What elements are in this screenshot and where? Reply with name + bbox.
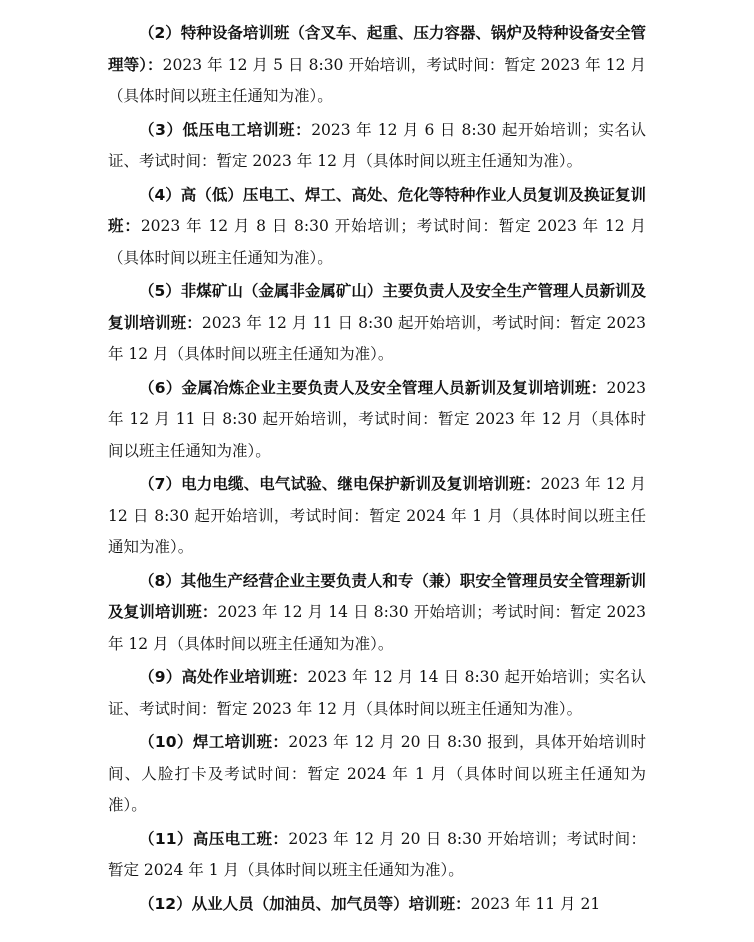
training-item-2 bbox=[108, 18, 646, 113]
item-body: 2023 年 11 月 21 bbox=[470, 894, 601, 913]
training-item-8 bbox=[108, 566, 646, 661]
document-page bbox=[108, 18, 646, 922]
item-heading: （2）特种设备培训班（含叉车、起重、压力容器、锅炉及特种设备安全管理等）： bbox=[108, 24, 646, 74]
item-body: 2023 年 12 月 12 日 8:30 起开始培训，考试时间：暂定 2024 年 1 月（具体时间以班主任通知为准）。 bbox=[108, 475, 646, 556]
item-heading: （5）非煤矿山（金属非金属矿山）主要负责人及安全生产管理人员新训及复训培训班： bbox=[108, 282, 646, 332]
training-item-12 bbox=[108, 889, 646, 921]
item-heading: （6）金属冶炼企业主要负责人及安全管理人员新训及复训培训班： bbox=[139, 378, 607, 397]
item-body: 2023 年 12 月 11 日 8:30 起开始培训，考试时间：暂定 2023 年 12 月（具体时间以班主任通知为准）。 bbox=[108, 313, 646, 363]
item-body: 2023 年 12 月 14 日 8:30 开始培训；考试时间：暂定 2023 年 12 月（具体时间以班主任通知为准）。 bbox=[108, 603, 646, 653]
training-item-4 bbox=[108, 180, 646, 275]
training-item-3 bbox=[108, 115, 646, 178]
item-body: 2023 年 12 月 5 日 8:30 开始培训，考试时间：暂定 2023 年 12 月（具体时间以班主任通知为准）。 bbox=[108, 55, 646, 105]
item-body: 2023 年 12 月 14 日 8:30 起开始培训；实名认证、考试时间：暂定 2023 年 12 月（具体时间以班主任通知为准）。 bbox=[108, 668, 646, 718]
item-heading: （11）高压电工班： bbox=[139, 829, 289, 848]
training-item-10 bbox=[108, 727, 646, 822]
training-item-11 bbox=[108, 824, 646, 887]
training-item-5 bbox=[108, 276, 646, 371]
item-heading: （9）高处作业培训班： bbox=[139, 668, 308, 686]
item-heading: （10）焊工培训班： bbox=[139, 733, 289, 751]
item-body: 2023 年 12 月 6 日 8:30 起开始培训；实名认证、考试时间：暂定 2023 年 12 月（具体时间以班主任通知为准）。 bbox=[108, 120, 646, 170]
item-heading: （8）其他生产经营企业主要负责人和专（兼）职安全管理员安全管理新训及复训培训班： bbox=[108, 571, 646, 621]
item-heading: （12）从业人员（加油员、加气员等）培训班： bbox=[139, 894, 471, 913]
item-heading: （7）电力电缆、电气试验、继电保护新训及复训培训班： bbox=[139, 475, 541, 493]
item-body: 2023 年 12 月 20 日 8:30 开始培训；考试时间：暂定 2024 年 1 月（具体时间以班主任通知为准）。 bbox=[108, 829, 646, 879]
item-heading: （4）高（低）压电工、焊工、高处、危化等特种作业人员复训及换证复训班： bbox=[108, 185, 646, 235]
item-heading: （3）低压电工培训班： bbox=[139, 120, 312, 139]
training-item-7 bbox=[108, 469, 646, 564]
item-body: 2023 年 12 月 8 日 8:30 开始培训；考试时间：暂定 2023 年 12 月（具体时间以班主任通知为准）。 bbox=[108, 217, 646, 267]
item-body: 2023 年 12 月 11 日 8:30 起开始培训，考试时间：暂定 2023 年 12 月（具体时间以班主任通知为准）。 bbox=[108, 378, 646, 460]
training-item-6 bbox=[108, 373, 646, 468]
item-body: 2023 年 12 月 20 日 8:30 报到，具体开始培训时间、人脸打卡及考试时间：暂定 2024 年 1 月（具体时间以班主任通知为准）。 bbox=[108, 733, 646, 814]
training-item-9 bbox=[108, 662, 646, 725]
